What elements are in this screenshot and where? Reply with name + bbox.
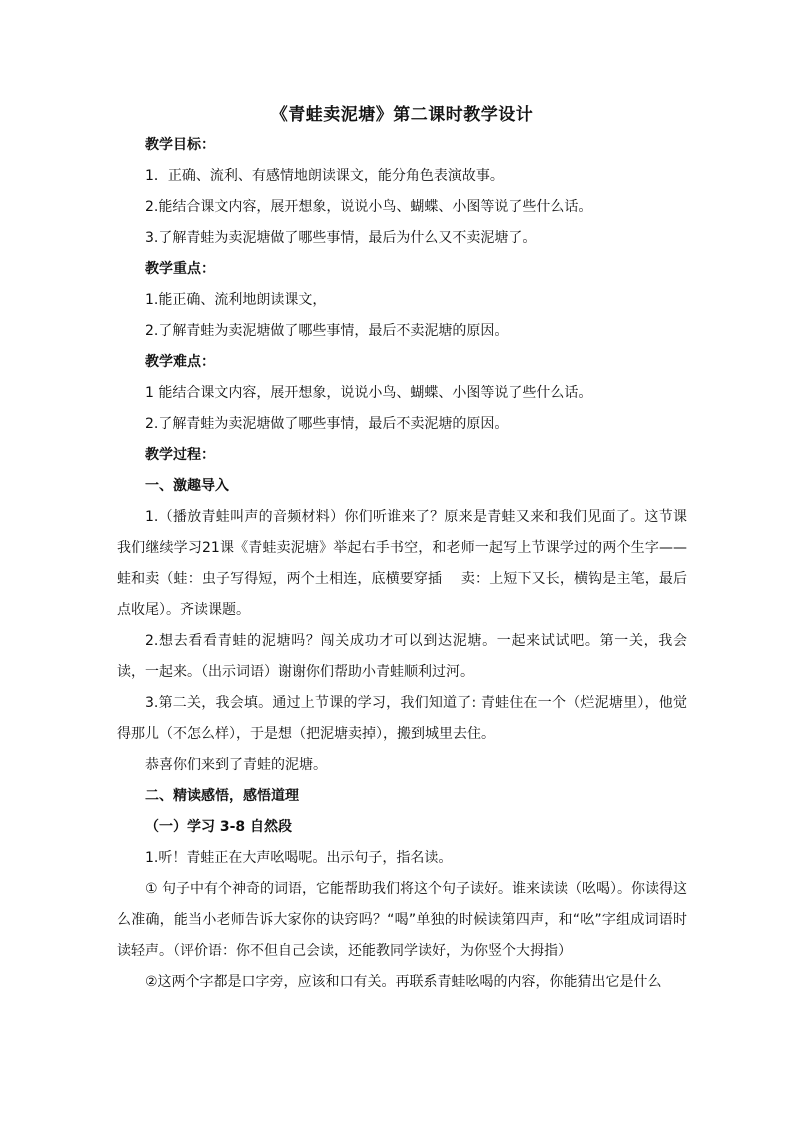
part1-paragraph: 3.第二关，我会填。通过上节课的学习，我们知道了: 青蛙住在一个（烂泥塘里），他觉得那儿（不怎么样），于是想（把泥塘卖掉），搬到城里去住。 <box>117 695 687 742</box>
difficulties-heading: 教学难点： <box>145 354 215 370</box>
part1-heading: 一、激趣导入 <box>145 478 229 494</box>
goal-item: 3.了解青蛙为卖泥塘做了哪些事情，最后为什么又不卖泥塘了。 <box>145 230 537 246</box>
part1-paragraph: 1.（播放青蛙叫声的音频材料）你们听谁来了？原来是青蛙又来和我们见面了。这节课我们继续学习21课《青蛙卖泥塘》举起右手书空，和老师一起写上节课学过的两个生字——蛙和卖（蛙：虫子写得短，两个土相连，底横要穿插 卖：上短下又长，横钩是主笔，最后点收尾）。齐读课题。 <box>117 509 687 618</box>
part2-paragraph: ① 句子中有个神奇的词语，它能帮助我们将这个句子读好。谁来读读（吆喝）。你读得这么准确，能当小老师告诉大家你的诀窍吗？“喝”单独的时候读第四声，和“吆”字组成词语时读轻声。（评价语：你不但自己会读，还能教同学读好，为你竖个大拇指） <box>117 881 687 959</box>
part1-paragraph: 2.想去看看青蛙的泥塘吗？闯关成功才可以到达泥塘。一起来试试吧。第一关，我会读，一起来。（出示词语）谢谢你们帮助小青蛙顺利过河。 <box>117 633 687 680</box>
part2-paragraph: ②这两个字都是口字旁，应该和口有关。再联系青蛙吆喝的内容，你能猜出它是什么 <box>145 974 662 990</box>
part2-heading: 二、精读感悟，感悟道理 <box>145 788 299 804</box>
process-heading: 教学过程： <box>145 447 215 463</box>
part2-sub-heading: （一）学习 3-8 自然段 <box>145 819 293 835</box>
keypoint-item: 2.了解青蛙为卖泥塘做了哪些事情，最后不卖泥塘的原因。 <box>145 323 509 339</box>
goal-item: 2.能结合课文内容，展开想象，说说小鸟、蝴蝶、小图等说了些什么话。 <box>145 199 593 215</box>
keypoints-heading: 教学重点： <box>145 261 215 277</box>
goal-item: 1．正确、流利、有感情地朗读课文，能分角色表演故事。 <box>145 168 504 184</box>
goals-heading: 教学目标： <box>145 137 215 153</box>
document-body <box>117 100 687 998</box>
part1-paragraph: 恭喜你们来到了青蛙的泥塘。 <box>145 757 327 773</box>
keypoint-item: 1.能正确、流利地朗读课文， <box>145 292 327 308</box>
difficulty-item: 2.了解青蛙为卖泥塘做了哪些事情，最后不卖泥塘的原因。 <box>145 416 509 432</box>
document-title: 《青蛙卖泥塘》第二课时教学设计 <box>270 105 534 125</box>
part2-paragraph: 1.听！青蛙正在大声吆喝呢。出示句子，指名读。 <box>145 850 453 866</box>
difficulty-item: 1 能结合课文内容，展开想象，说说小鸟、蝴蝶、小图等说了些什么话。 <box>145 385 593 401</box>
